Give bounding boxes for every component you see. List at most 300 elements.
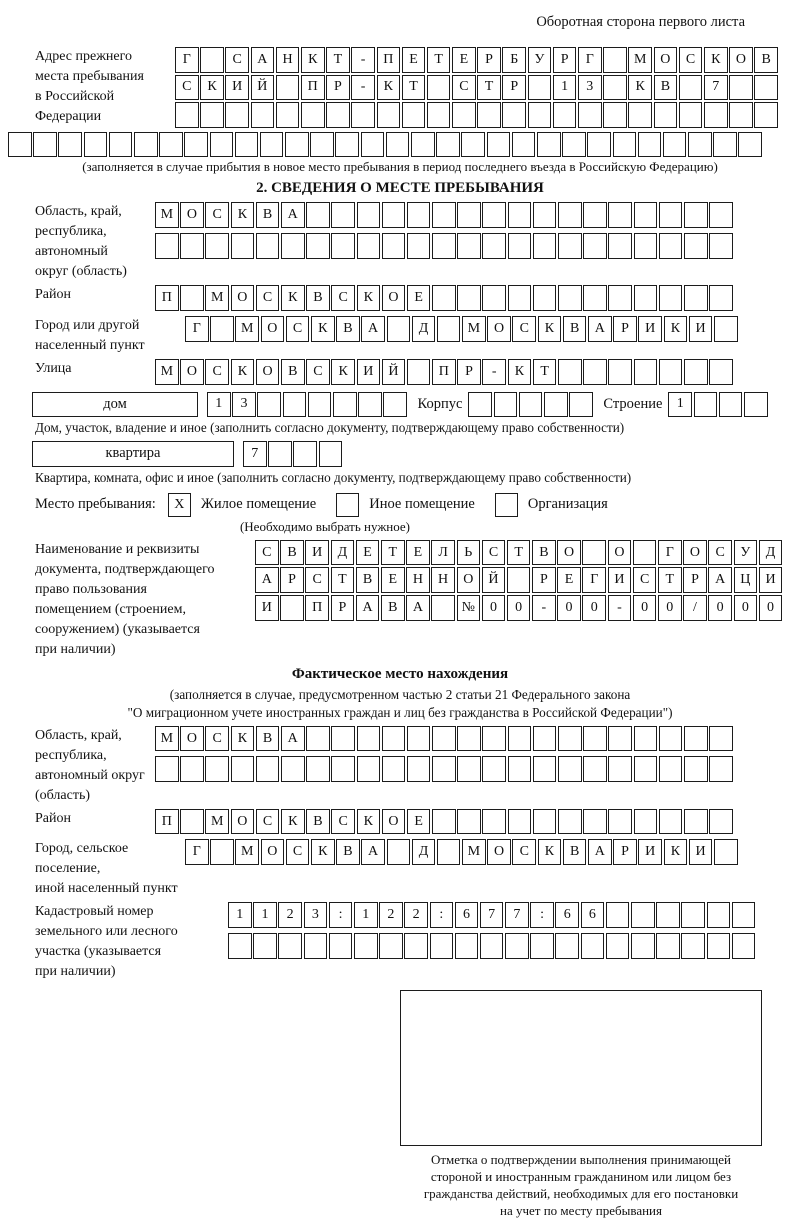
- char-cell: [319, 441, 343, 467]
- char-cell: [709, 809, 733, 835]
- char-cell: [306, 202, 330, 228]
- char-cell: [58, 132, 82, 158]
- char-cell: [544, 392, 568, 418]
- label-line: населенный пункт: [35, 337, 145, 353]
- char-cell: К: [311, 839, 335, 865]
- char-cell: [210, 316, 234, 342]
- char-cell: К: [231, 202, 255, 228]
- actual-city-label: [0, 839, 185, 899]
- label-line: иной населенный пункт: [35, 881, 178, 897]
- char-grid-row: [155, 202, 734, 228]
- char-cell: -: [351, 47, 375, 73]
- char-cell: [331, 756, 355, 782]
- char-cell: Г: [185, 316, 209, 342]
- char-cell: С: [225, 47, 249, 73]
- char-cell: 3: [578, 75, 602, 101]
- char-cell: [558, 359, 582, 385]
- char-cell: [200, 47, 224, 73]
- char-cell: [569, 392, 593, 418]
- char-cell: Н: [431, 567, 455, 593]
- char-cell: [482, 202, 506, 228]
- char-cell: 6: [555, 902, 579, 928]
- label-line: гражданства действий, необходимых для его постановки: [423, 1186, 739, 1202]
- char-cell: [8, 132, 32, 158]
- char-cell: [402, 102, 426, 128]
- char-cell: 2: [404, 902, 428, 928]
- char-cell: [638, 132, 662, 158]
- char-cell: О: [729, 47, 753, 73]
- char-cell: :: [530, 902, 554, 928]
- char-cell: Е: [407, 285, 431, 311]
- char-cell: В: [563, 839, 587, 865]
- cadastral-label: [0, 902, 228, 982]
- char-cell: [457, 233, 481, 259]
- char-cell: О: [654, 47, 678, 73]
- house-helper-note: Дом, участок, владение и иное (заполнить согласно документу, подтверждающему право собственности): [35, 420, 625, 436]
- char-cell: 1: [668, 392, 692, 418]
- char-cell: [306, 726, 330, 752]
- char-cell: [578, 102, 602, 128]
- char-cell: 1: [253, 902, 277, 928]
- registration-stamp-box: [400, 990, 762, 1146]
- char-cell: П: [305, 595, 329, 621]
- char-cell: [684, 726, 708, 752]
- prev-address-grid: [175, 47, 780, 130]
- char-cell: К: [331, 359, 355, 385]
- actual-region-field: [0, 726, 800, 806]
- char-cell: В: [256, 726, 280, 752]
- char-cell: [656, 902, 680, 928]
- char-cell: [628, 102, 652, 128]
- char-cell: [431, 595, 455, 621]
- document-field: [0, 540, 800, 660]
- label-line: Город, сельское поселение,: [35, 841, 129, 877]
- char-cell: [280, 595, 304, 621]
- char-cell: Р: [683, 567, 707, 593]
- char-cell: [562, 132, 586, 158]
- char-grid-row: [255, 595, 784, 621]
- char-cell: [494, 392, 518, 418]
- char-cell: [583, 359, 607, 385]
- korpus-cells: [468, 392, 594, 418]
- char-cell: Т: [331, 567, 355, 593]
- char-cell: [512, 132, 536, 158]
- district-field: [0, 285, 800, 313]
- char-grid-row: [228, 902, 757, 928]
- char-cell: В: [306, 285, 330, 311]
- char-cell: К: [664, 839, 688, 865]
- char-cell: [155, 233, 179, 259]
- char-cell: Р: [613, 839, 637, 865]
- char-cell: -: [482, 359, 506, 385]
- char-cell: М: [462, 316, 486, 342]
- char-cell: [634, 233, 658, 259]
- char-cell: О: [180, 202, 204, 228]
- char-cell: М: [628, 47, 652, 73]
- char-cell: [558, 202, 582, 228]
- char-cell: [732, 933, 756, 959]
- label-line: Область, край,: [35, 204, 122, 220]
- char-cell: [407, 756, 431, 782]
- char-cell: Т: [507, 540, 531, 566]
- char-cell: [508, 756, 532, 782]
- char-cell: [268, 441, 292, 467]
- char-cell: С: [286, 839, 310, 865]
- char-cell: [333, 392, 357, 418]
- char-cell: [583, 809, 607, 835]
- char-cell: Р: [326, 75, 350, 101]
- label-line: республика,: [35, 224, 107, 240]
- char-cell: 0: [557, 595, 581, 621]
- apartment-helper-note: Квартира, комната, офис и иное (заполнить согласно документу, подтверждающему право собственности): [35, 469, 632, 485]
- char-cell: [694, 392, 718, 418]
- char-cell: К: [628, 75, 652, 101]
- char-cell: [502, 102, 526, 128]
- char-cell: О: [457, 567, 481, 593]
- char-cell: К: [357, 285, 381, 311]
- char-cell: Т: [427, 47, 451, 73]
- char-grid-row: [155, 233, 734, 259]
- char-cell: Т: [658, 567, 682, 593]
- char-cell: [528, 75, 552, 101]
- char-cell: С: [205, 202, 229, 228]
- char-cell: М: [155, 359, 179, 385]
- actual-city-field: [0, 839, 800, 899]
- char-cell: [558, 285, 582, 311]
- char-cell: [659, 233, 683, 259]
- char-cell: [251, 102, 275, 128]
- char-cell: С: [305, 567, 329, 593]
- char-cell: С: [255, 540, 279, 566]
- char-cell: У: [528, 47, 552, 73]
- char-cell: П: [432, 359, 456, 385]
- house-row: [32, 392, 800, 418]
- char-cell: [432, 756, 456, 782]
- street-label: Улица: [35, 360, 72, 376]
- char-cell: Ь: [457, 540, 481, 566]
- char-cell: [278, 933, 302, 959]
- char-cell: 0: [507, 595, 531, 621]
- char-cell: [631, 933, 655, 959]
- char-cell: [537, 132, 561, 158]
- char-cell: [681, 933, 705, 959]
- char-cell: [533, 726, 557, 752]
- char-cell: [331, 726, 355, 752]
- char-cell: [231, 233, 255, 259]
- label-line: Федерации: [35, 109, 102, 124]
- char-cell: [387, 316, 411, 342]
- char-cell: Н: [276, 47, 300, 73]
- char-cell: [709, 359, 733, 385]
- char-cell: [587, 132, 611, 158]
- char-cell: [260, 132, 284, 158]
- char-cell: К: [357, 809, 381, 835]
- char-cell: [210, 132, 234, 158]
- actual-location-title: Фактическое место нахождения: [291, 665, 509, 682]
- label-line: при наличии): [35, 641, 116, 657]
- char-cell: С: [679, 47, 703, 73]
- char-cell: Р: [532, 567, 556, 593]
- char-cell: 0: [482, 595, 506, 621]
- char-cell: Д: [331, 540, 355, 566]
- char-cell: Е: [557, 567, 581, 593]
- stay-checkbox-residential: X: [168, 493, 191, 517]
- char-cell: [477, 102, 501, 128]
- char-cell: [276, 75, 300, 101]
- char-cell: [583, 756, 607, 782]
- char-cell: [583, 726, 607, 752]
- char-cell: [507, 567, 531, 593]
- section2-title: 2. СВЕДЕНИЯ О МЕСТЕ ПРЕБЫВАНИЯ: [256, 180, 544, 197]
- label-line: Город или другой: [35, 317, 140, 333]
- char-cell: В: [654, 75, 678, 101]
- char-cell: Й: [482, 567, 506, 593]
- char-cell: [285, 132, 309, 158]
- char-cell: М: [235, 316, 259, 342]
- char-cell: [608, 359, 632, 385]
- char-cell: В: [532, 540, 556, 566]
- char-cell: [33, 132, 57, 158]
- char-cell: [754, 102, 778, 128]
- char-cell: [386, 132, 410, 158]
- char-cell: Й: [382, 359, 406, 385]
- char-cell: В: [336, 839, 360, 865]
- char-cell: [228, 933, 252, 959]
- char-cell: С: [205, 726, 229, 752]
- char-cell: [709, 726, 733, 752]
- char-cell: [432, 809, 456, 835]
- char-cell: А: [361, 839, 385, 865]
- char-cell: [281, 233, 305, 259]
- char-cell: О: [231, 809, 255, 835]
- char-cell: А: [356, 595, 380, 621]
- char-cell: [608, 285, 632, 311]
- char-cell: К: [281, 809, 305, 835]
- char-cell: С: [286, 316, 310, 342]
- char-cell: [681, 902, 705, 928]
- char-cell: [329, 933, 353, 959]
- char-cell: 0: [734, 595, 758, 621]
- char-cell: [407, 202, 431, 228]
- cadastral-field: [0, 902, 800, 982]
- char-cell: [432, 202, 456, 228]
- char-cell: В: [280, 540, 304, 566]
- char-cell: [606, 933, 630, 959]
- char-cell: Т: [477, 75, 501, 101]
- char-cell: [754, 75, 778, 101]
- stay-option-label: Жилое помещение: [200, 496, 317, 513]
- char-cell: [304, 933, 328, 959]
- stamp-caption: [385, 1151, 777, 1219]
- char-cell: [659, 359, 683, 385]
- char-cell: К: [231, 359, 255, 385]
- char-cell: [707, 933, 731, 959]
- prev-address-overflow-row: [8, 132, 800, 158]
- char-cell: [351, 102, 375, 128]
- char-cell: [404, 933, 428, 959]
- char-cell: Г: [578, 47, 602, 73]
- char-cell: К: [311, 316, 335, 342]
- char-cell: И: [638, 839, 662, 865]
- char-cell: Е: [407, 809, 431, 835]
- char-cell: [235, 132, 259, 158]
- label-line: места пребывания: [35, 69, 144, 84]
- char-grid-row: [155, 809, 734, 835]
- document-label: [0, 540, 255, 660]
- stay-option-label: Иное помещение: [369, 496, 475, 513]
- char-cell: [709, 233, 733, 259]
- char-cell: [714, 316, 738, 342]
- char-cell: И: [305, 540, 329, 566]
- char-cell: [633, 540, 657, 566]
- char-cell: [553, 102, 577, 128]
- char-cell: 0: [708, 595, 732, 621]
- char-cell: [354, 933, 378, 959]
- char-cell: [205, 233, 229, 259]
- stay-type-label: Место пребывания:: [35, 496, 156, 513]
- char-cell: [738, 132, 762, 158]
- char-cell: Е: [402, 47, 426, 73]
- char-cell: [379, 933, 403, 959]
- char-cell: В: [281, 359, 305, 385]
- char-cell: [634, 809, 658, 835]
- char-cell: [684, 285, 708, 311]
- char-cell: О: [231, 285, 255, 311]
- label-line: республика,: [35, 747, 107, 763]
- char-grid-row: [255, 540, 784, 566]
- char-cell: [231, 756, 255, 782]
- char-cell: [603, 47, 627, 73]
- char-cell: [357, 726, 381, 752]
- char-cell: 0: [582, 595, 606, 621]
- char-cell: [744, 392, 768, 418]
- char-cell: В: [356, 567, 380, 593]
- char-cell: [530, 933, 554, 959]
- char-cell: [430, 933, 454, 959]
- char-cell: [387, 839, 411, 865]
- char-grid-row: [185, 316, 739, 354]
- char-cell: [659, 726, 683, 752]
- char-cell: [256, 756, 280, 782]
- char-cell: [382, 233, 406, 259]
- char-cell: О: [487, 839, 511, 865]
- char-cell: Е: [406, 540, 430, 566]
- char-cell: [411, 132, 435, 158]
- actual-location-note-line: "О миграционном учете иностранных граждан и лиц без гражданства в Российской Федерации"): [127, 704, 673, 720]
- label-line: стороной и иностранным гражданином или лицом без: [430, 1169, 732, 1185]
- label-line: земельного или лесного: [35, 924, 178, 940]
- char-cell: [684, 359, 708, 385]
- char-cell: [519, 392, 543, 418]
- char-cell: [631, 902, 655, 928]
- stroenie-label: Строение: [603, 395, 663, 412]
- actual-region-grid: [155, 726, 734, 806]
- char-cell: В: [754, 47, 778, 73]
- char-cell: 3: [232, 392, 256, 418]
- label-line: округ (область): [35, 264, 127, 280]
- stay-type-row: [35, 493, 800, 517]
- char-cell: [276, 102, 300, 128]
- char-cell: Т: [381, 540, 405, 566]
- char-cell: Г: [185, 839, 209, 865]
- char-cell: [134, 132, 158, 158]
- char-cell: Г: [175, 47, 199, 73]
- char-cell: 7: [243, 441, 267, 467]
- stay-option-label: Организация: [527, 496, 608, 513]
- char-cell: [180, 233, 204, 259]
- char-cell: [654, 102, 678, 128]
- actual-district-field: [0, 809, 800, 837]
- char-cell: [377, 102, 401, 128]
- char-cell: А: [588, 316, 612, 342]
- char-cell: О: [382, 285, 406, 311]
- char-cell: [684, 233, 708, 259]
- char-cell: С: [708, 540, 732, 566]
- char-cell: [382, 756, 406, 782]
- char-cell: [281, 756, 305, 782]
- char-cell: [582, 540, 606, 566]
- char-cell: [558, 809, 582, 835]
- char-cell: В: [336, 316, 360, 342]
- char-cell: О: [683, 540, 707, 566]
- char-cell: [583, 285, 607, 311]
- char-cell: [308, 392, 332, 418]
- char-cell: [704, 102, 728, 128]
- char-cell: Д: [412, 316, 436, 342]
- char-cell: Р: [457, 359, 481, 385]
- char-cell: [659, 285, 683, 311]
- char-cell: [382, 202, 406, 228]
- char-grid-row: [175, 75, 780, 101]
- char-cell: П: [301, 75, 325, 101]
- char-cell: Р: [477, 47, 501, 73]
- char-cell: [634, 202, 658, 228]
- char-cell: [608, 726, 632, 752]
- char-cell: [729, 75, 753, 101]
- char-cell: [436, 132, 460, 158]
- char-cell: [713, 132, 737, 158]
- char-cell: [331, 202, 355, 228]
- char-cell: [606, 902, 630, 928]
- city-label: [0, 316, 185, 356]
- char-cell: [455, 933, 479, 959]
- char-cell: К: [301, 47, 325, 73]
- char-cell: [407, 359, 431, 385]
- label-line: право пользования: [35, 581, 147, 597]
- char-cell: Д: [759, 540, 783, 566]
- label-line: Область, край,: [35, 727, 122, 743]
- char-cell: [608, 233, 632, 259]
- char-cell: [452, 102, 476, 128]
- char-cell: 0: [633, 595, 657, 621]
- char-cell: [427, 102, 451, 128]
- char-cell: [679, 75, 703, 101]
- char-cell: [508, 202, 532, 228]
- page-header-note: Оборотная сторона первого листа: [536, 14, 745, 30]
- char-cell: [109, 132, 133, 158]
- char-cell: [457, 809, 481, 835]
- cadastral-grid: [228, 902, 757, 982]
- char-cell: №: [457, 595, 481, 621]
- char-cell: [457, 202, 481, 228]
- char-cell: :: [329, 902, 353, 928]
- char-cell: [457, 756, 481, 782]
- char-cell: [608, 756, 632, 782]
- char-cell: [326, 102, 350, 128]
- char-cell: -: [351, 75, 375, 101]
- char-cell: [555, 933, 579, 959]
- char-cell: [432, 285, 456, 311]
